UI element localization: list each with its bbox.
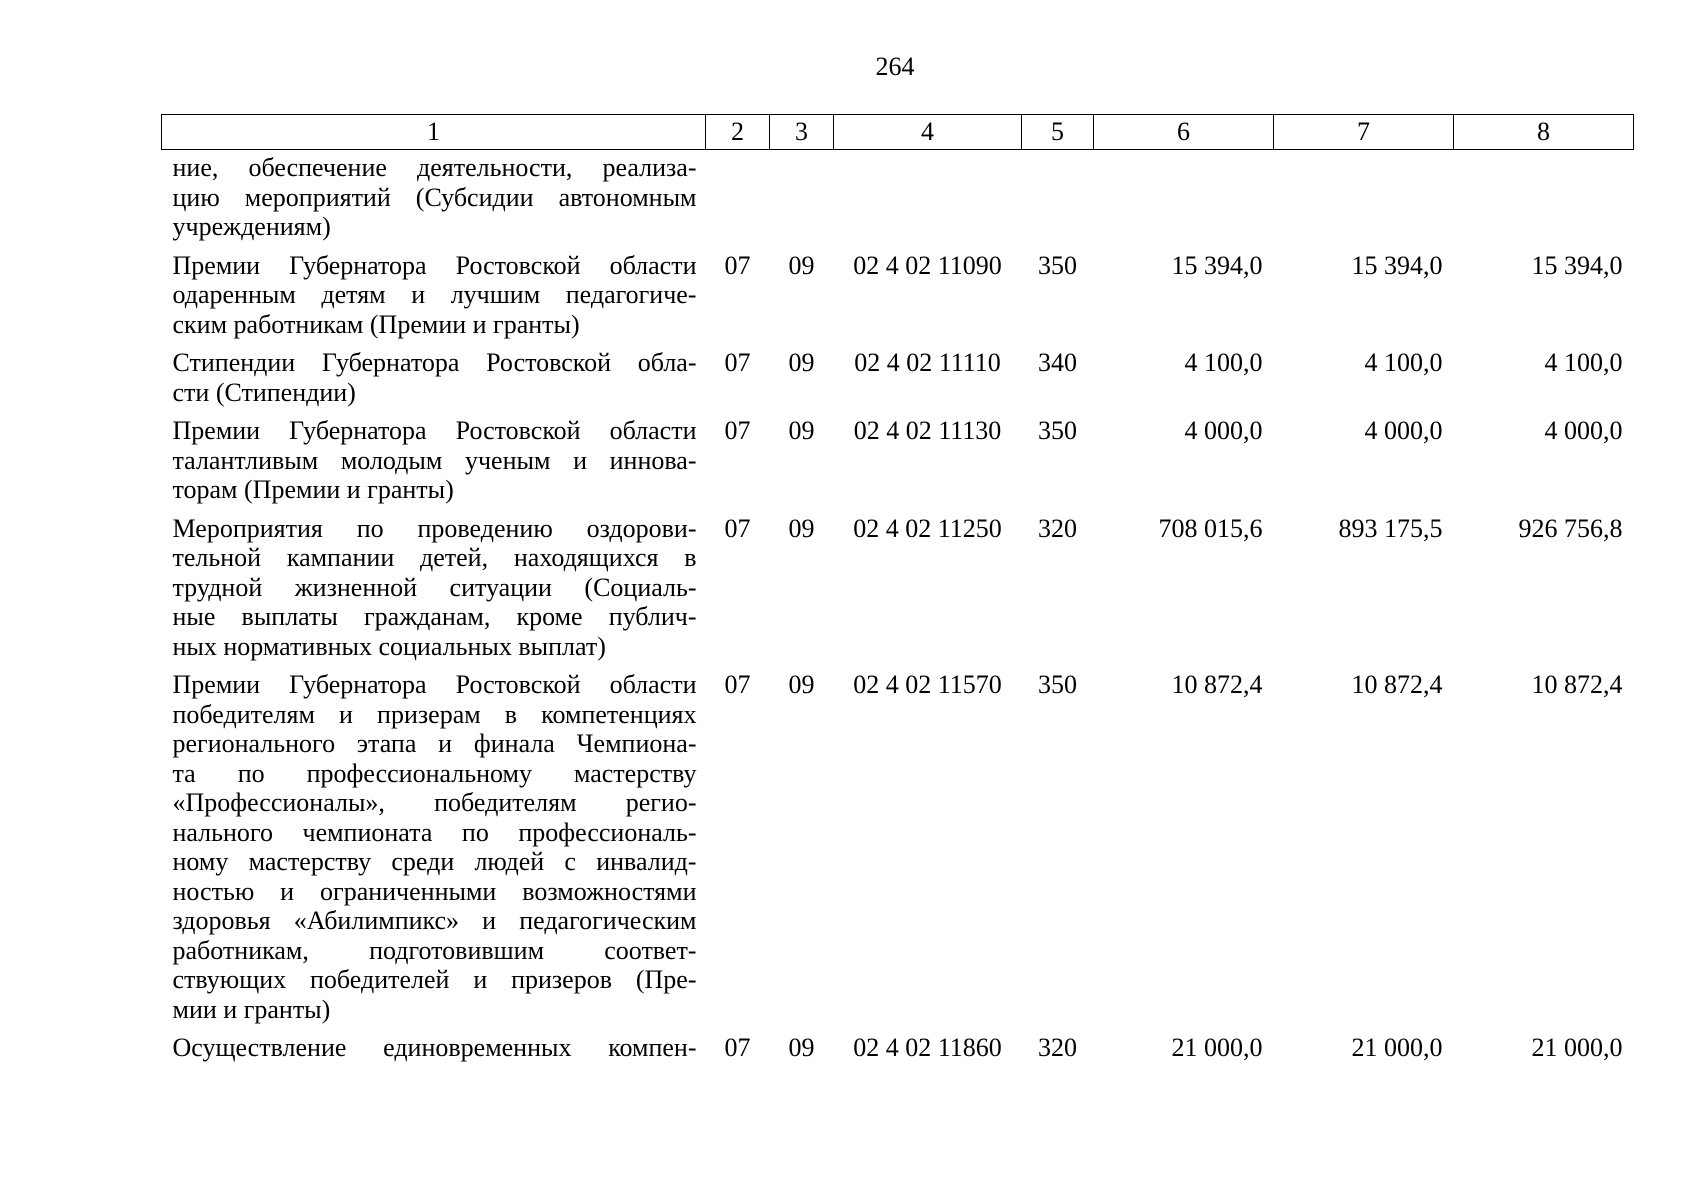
header-col-7: 7 (1274, 115, 1454, 150)
row-target-article-code: 02 4 02 11110 (854, 348, 1001, 377)
row-name-line: ние, обеспечение деятельности, реализа- (172, 153, 697, 182)
row-name-line: Премии Губернатора Ростовской области (172, 250, 697, 280)
row-amount-col-7: 4 000,0 (1364, 416, 1443, 445)
row-subsection-code: 09 (788, 250, 815, 280)
row-section-code: 07 (724, 348, 751, 377)
row-name-cell (162, 670, 706, 1033)
row-amount-col-6: 15 394,0 (1171, 250, 1263, 280)
row-target-article-code: 02 4 02 11860 (853, 1033, 1002, 1062)
row-amount-col-8: 10 872,4 (1531, 670, 1623, 699)
header-col-1: 1 (162, 115, 706, 150)
row-target-article-code: 02 4 02 11130 (853, 416, 1002, 445)
row-subsection-code: 09 (788, 670, 815, 699)
row-name-line: победителям и призерам в компетенциях (172, 699, 697, 729)
row-subsection-code: 09 (788, 513, 815, 543)
row-name-line: талантливым молодым ученым и иннова- (172, 445, 697, 475)
row-expense-type-code: 340 (1038, 348, 1077, 377)
table-row (162, 1033, 1634, 1072)
row-amount-col-7: 10 872,4 (1351, 670, 1443, 699)
row-amount-col-8: 4 100,0 (1544, 348, 1623, 377)
row-subsection-code: 09 (788, 1033, 815, 1062)
row-amount-col-6: 21 000,0 (1171, 1033, 1263, 1062)
row-name-line: здоровья «Абилимпикс» и педагогическим (172, 906, 697, 935)
row-name-cell (162, 1033, 706, 1072)
table-header (162, 115, 1634, 150)
header-row (162, 115, 1634, 150)
header-col-2: 2 (706, 115, 770, 150)
row-name-line: регионального этапа и финала Чемпиона- (172, 729, 697, 758)
header-col-5: 5 (1022, 115, 1094, 150)
row-name-line: мии и гранты) (172, 994, 331, 1024)
row-subsection-code: 09 (788, 348, 815, 377)
row-expense-type-code: 350 (1038, 416, 1077, 445)
row-name-line: ствующих победителей и призеров (Пре- (172, 965, 697, 994)
row-amount-col-6: 4 100,0 (1184, 348, 1263, 377)
row-name-line: работникам, подготовившим соответ- (172, 935, 697, 965)
row-name-line: ским работникам (Премии и гранты) (172, 309, 580, 339)
row-name-line: ностью и ограниченными возможностями (172, 876, 697, 906)
row-expense-type-code (1022, 150, 1094, 251)
row-name-line: ных нормативных социальных выплат) (172, 631, 606, 661)
row-name-cell (162, 251, 706, 349)
header-col-6: 6 (1094, 115, 1274, 150)
row-name-line: торам (Премии и гранты) (172, 475, 454, 504)
row-section-code: 07 (724, 416, 751, 445)
row-name-cell (162, 416, 706, 514)
row-name-line: сти (Стипендии) (172, 377, 356, 407)
row-name-line: та по профессиональному мастерству (172, 758, 697, 788)
row-amount-col-8: 15 394,0 (1531, 250, 1623, 280)
row-section-code: 07 (724, 250, 751, 280)
row-name-line: Осуществление единовременных компен- (172, 1033, 697, 1062)
table-row (162, 348, 1634, 416)
row-name-line: Мероприятия по проведению оздорови- (172, 513, 697, 543)
row-name-line: тельной кампании детей, находящихся в (172, 543, 697, 572)
budget-table (161, 114, 1634, 1072)
row-target-article-code: 02 4 02 11250 (853, 513, 1002, 543)
row-name-line: Премии Губернатора Ростовской области (172, 416, 697, 445)
row-expense-type-code: 350 (1038, 670, 1077, 699)
row-name-line: нального чемпионата по профессиональ- (172, 817, 697, 847)
page-number: 264 (875, 52, 915, 81)
row-target-article-code: 02 4 02 11570 (853, 670, 1002, 699)
row-name-line: Стипендии Губернатора Ростовской обла- (172, 348, 697, 377)
row-amount-col-7: 4 100,0 (1364, 348, 1443, 377)
row-amount-col-7 (1274, 150, 1454, 251)
row-name-line: учреждениям) (172, 212, 331, 241)
row-amount-col-8: 21 000,0 (1531, 1033, 1623, 1062)
table-row (162, 416, 1634, 514)
row-name-line: одаренным детям и лучшим педагогиче- (172, 280, 697, 309)
table-row (162, 514, 1634, 671)
row-expense-type-code: 320 (1038, 1033, 1077, 1062)
table-row (162, 251, 1634, 349)
row-name-line: трудной жизненной ситуации (Социаль- (172, 572, 697, 602)
row-amount-col-6: 4 000,0 (1184, 416, 1263, 445)
row-subsection-code (770, 150, 834, 251)
row-amount-col-8: 926 756,8 (1518, 513, 1623, 543)
table-body (162, 150, 1634, 1072)
row-expense-type-code: 350 (1038, 250, 1077, 280)
row-amount-col-6: 10 872,4 (1171, 670, 1263, 699)
row-name-cell (162, 348, 706, 416)
row-expense-type-code: 320 (1038, 513, 1077, 543)
row-amount-col-6: 708 015,6 (1158, 513, 1263, 543)
table-row (162, 150, 1634, 251)
header-col-4: 4 (834, 115, 1022, 150)
row-target-article-code (834, 150, 1022, 251)
row-target-article-code: 02 4 02 11090 (853, 250, 1002, 280)
row-name-line: цию мероприятий (Субсидии автономным (172, 182, 697, 212)
header-col-8: 8 (1454, 115, 1634, 150)
row-amount-col-6 (1094, 150, 1274, 251)
row-section-code: 07 (724, 513, 751, 543)
row-amount-col-8 (1454, 150, 1634, 251)
row-amount-col-8: 4 000,0 (1544, 416, 1623, 445)
row-section-code: 07 (724, 1033, 751, 1062)
row-name-cell (162, 150, 706, 251)
row-amount-col-7: 893 175,5 (1338, 513, 1443, 543)
header-col-3: 3 (770, 115, 834, 150)
row-name-line: ные выплаты гражданам, кроме публич- (172, 602, 697, 631)
row-amount-col-7: 15 394,0 (1351, 250, 1443, 280)
row-section-code: 07 (724, 670, 751, 699)
row-amount-col-7: 21 000,0 (1351, 1033, 1443, 1062)
row-name-line: «Профессионалы», победителям регио- (172, 788, 697, 817)
table-row (162, 670, 1634, 1033)
row-name-cell (162, 514, 706, 671)
row-subsection-code: 09 (788, 416, 815, 445)
row-name-line: ному мастерству среди людей с инвалид- (172, 847, 697, 876)
row-name-line: Премии Губернатора Ростовской области (172, 670, 697, 699)
row-section-code (706, 150, 770, 251)
